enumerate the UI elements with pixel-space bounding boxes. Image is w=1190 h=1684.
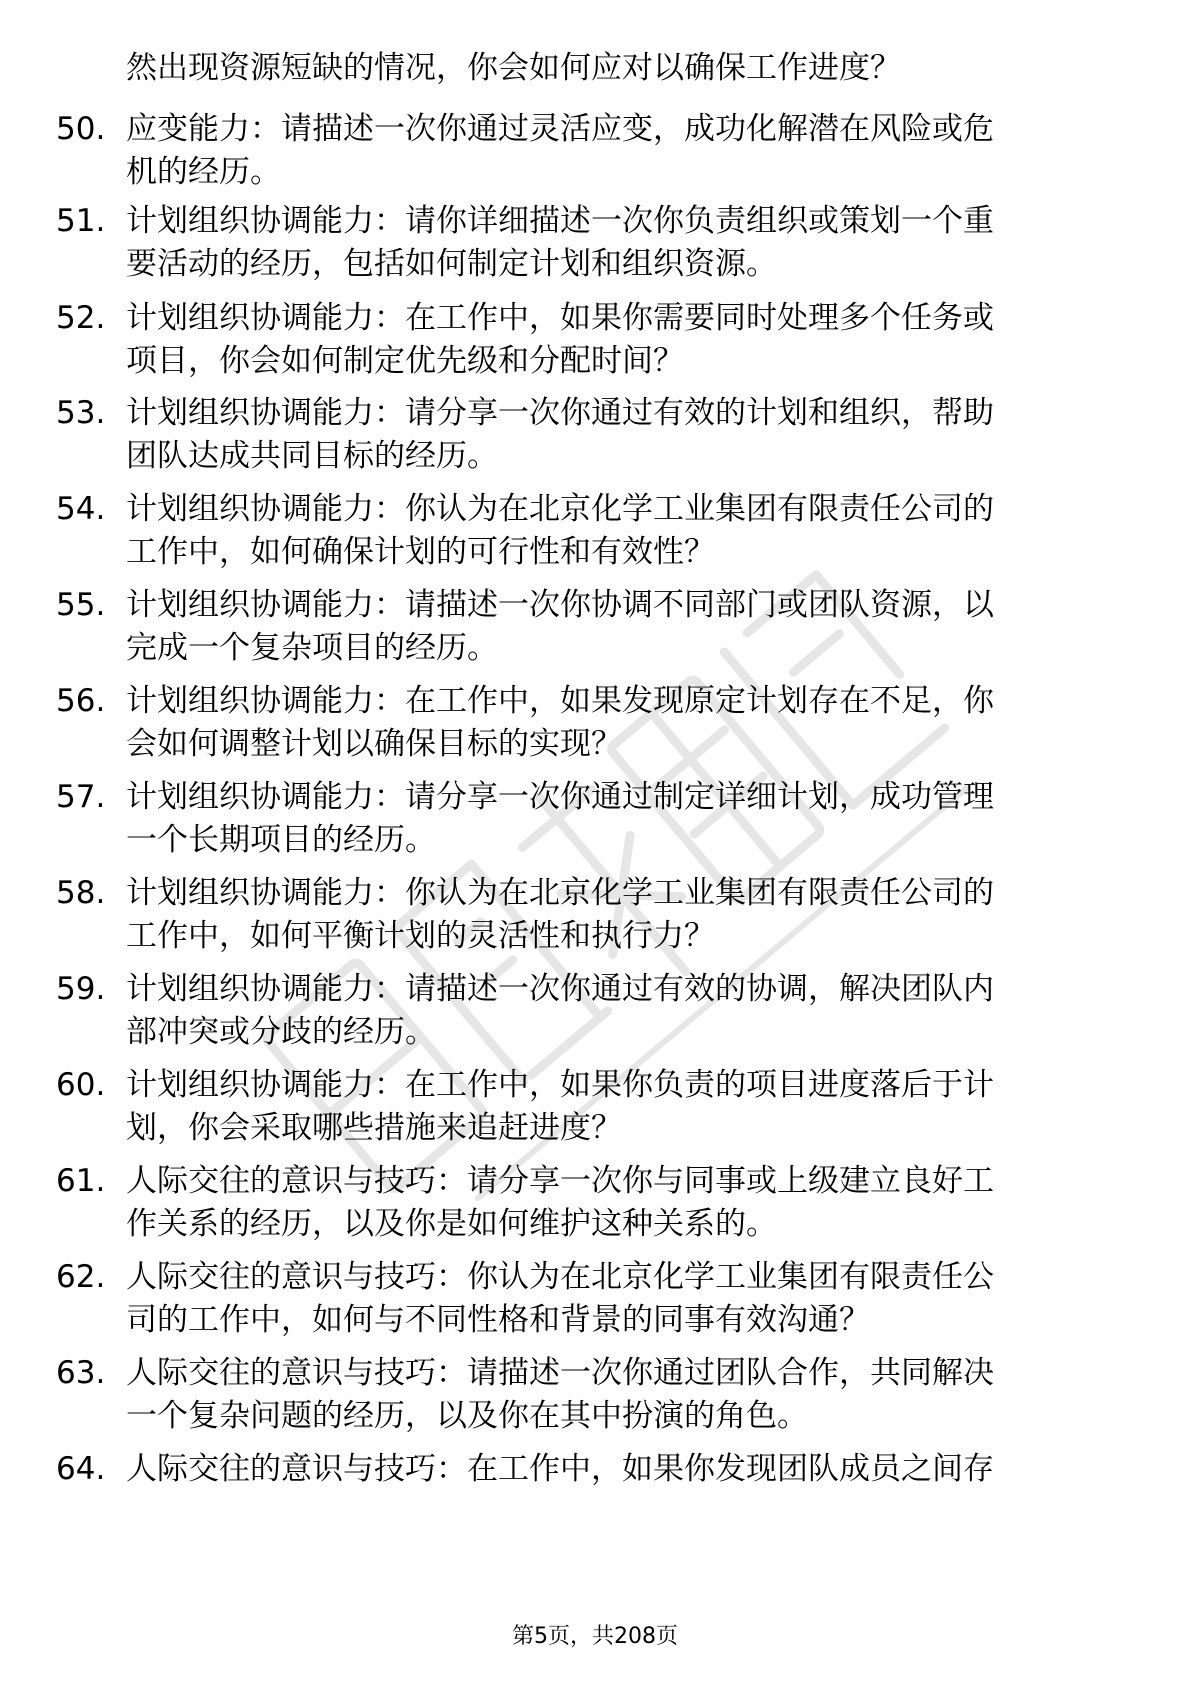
item-line: 计划组织协调能力：请你详细描述一次你负责组织或策划一个重 xyxy=(126,203,994,239)
item-number: 62. xyxy=(56,1259,106,1295)
item-line: 划，你会采取哪些措施来追赶进度？ xyxy=(126,1110,622,1146)
item-line: 工作中，如何平衡计划的灵活性和执行力？ xyxy=(126,918,715,954)
item-text xyxy=(126,1352,1106,1438)
item-line: 计划组织协调能力：你认为在北京化学工业集团有限责任公司的 xyxy=(126,875,994,911)
item-line: 人际交往的意识与技巧：请分享一次你与同事或上级建立良好工 xyxy=(126,1163,994,1199)
page-footer: 第5页，共208页 xyxy=(512,1624,678,1649)
item-line: 部冲突或分歧的经历。 xyxy=(126,1014,436,1050)
item-line: 完成一个复杂项目的经历。 xyxy=(126,630,498,666)
item-number: 52. xyxy=(56,300,106,336)
item-line: 一个复杂问题的经历，以及你在其中扮演的角色。 xyxy=(126,1398,808,1434)
list-item xyxy=(0,968,1190,1060)
item-text xyxy=(126,200,1106,286)
list-item xyxy=(0,584,1190,676)
item-line: 项目，你会如何制定优先级和分配时间？ xyxy=(126,343,684,379)
item-text xyxy=(126,1160,1106,1246)
item-text xyxy=(126,680,1106,766)
item-text xyxy=(126,968,1106,1054)
item-number: 53. xyxy=(56,395,106,431)
item-text xyxy=(126,108,1106,194)
item-line: 计划组织协调能力：在工作中，如果你负责的项目进度落后于计 xyxy=(126,1067,994,1103)
list-item xyxy=(0,872,1190,964)
item-line: 一个长期项目的经历。 xyxy=(126,822,436,858)
item-text xyxy=(126,872,1106,958)
item-number: 55. xyxy=(56,587,106,623)
item-number: 58. xyxy=(56,875,106,911)
list-item xyxy=(0,776,1190,868)
item-text xyxy=(126,392,1106,478)
list-item xyxy=(0,108,1190,200)
item-number: 50. xyxy=(56,111,106,147)
list-item xyxy=(0,488,1190,580)
list-item xyxy=(0,200,1190,292)
list-item xyxy=(0,297,1190,389)
item-number: 54. xyxy=(56,491,106,527)
item-line: 计划组织协调能力：你认为在北京化学工业集团有限责任公司的 xyxy=(126,491,994,527)
list-item xyxy=(0,1064,1190,1156)
list-item xyxy=(0,1448,1190,1540)
item-line: 人际交往的意识与技巧：请描述一次你通过团队合作，共同解决 xyxy=(126,1355,994,1391)
item-text xyxy=(126,488,1106,574)
item-line: 工作中，如何确保计划的可行性和有效性？ xyxy=(126,534,715,570)
list-item xyxy=(0,1352,1190,1444)
item-line: 司的工作中，如何与不同性格和背景的同事有效沟通？ xyxy=(126,1302,870,1338)
item-line: 计划组织协调能力：请分享一次你通过有效的计划和组织，帮助 xyxy=(126,395,994,431)
item-line: 应变能力：请描述一次你通过灵活应变，成功化解潜在风险或危 xyxy=(126,111,994,147)
item-number: 61. xyxy=(56,1163,106,1199)
item-number: 60. xyxy=(56,1067,106,1103)
item-text xyxy=(126,297,1106,383)
item-number: 63. xyxy=(56,1355,106,1391)
item-number: 59. xyxy=(56,971,106,1007)
item-number: 56. xyxy=(56,683,106,719)
list-item xyxy=(0,1256,1190,1348)
item-line: 计划组织协调能力：在工作中，如果你需要同时处理多个任务或 xyxy=(126,300,994,336)
list-item xyxy=(0,680,1190,772)
item-line: 会如何调整计划以确保目标的实现？ xyxy=(126,726,622,762)
item-text xyxy=(126,1064,1106,1150)
item-line: 计划组织协调能力：请分享一次你通过制定详细计划，成功管理 xyxy=(126,779,994,815)
item-text xyxy=(126,776,1106,862)
item-line: 计划组织协调能力：在工作中，如果发现原定计划存在不足，你 xyxy=(126,683,994,719)
item-line: 计划组织协调能力：请描述一次你协调不同部门或团队资源，以 xyxy=(126,587,994,623)
item-number: 57. xyxy=(56,779,106,815)
item-line: 机的经历。 xyxy=(126,154,281,190)
item-number: 64. xyxy=(56,1451,106,1487)
item-line: 团队达成共同目标的经历。 xyxy=(126,438,498,474)
item-line: 人际交往的意识与技巧：在工作中，如果你发现团队成员之间存 xyxy=(126,1451,994,1487)
item-line: 要活动的经历，包括如何制定计划和组织资源。 xyxy=(126,246,777,282)
item-text xyxy=(126,1256,1106,1342)
item-line: 人际交往的意识与技巧：你认为在北京化学工业集团有限责任公 xyxy=(126,1259,994,1295)
item-line: 作关系的经历，以及你是如何维护这种关系的。 xyxy=(126,1206,777,1242)
list-item xyxy=(0,392,1190,484)
item-number: 51. xyxy=(56,203,106,239)
item-text xyxy=(126,1448,1106,1491)
continued-text: 然出现资源短缺的情况，你会如何应对以确保工作进度？ xyxy=(126,50,901,86)
list-item xyxy=(0,1160,1190,1252)
item-text xyxy=(126,584,1106,670)
item-line: 计划组织协调能力：请描述一次你通过有效的协调，解决团队内 xyxy=(126,971,994,1007)
